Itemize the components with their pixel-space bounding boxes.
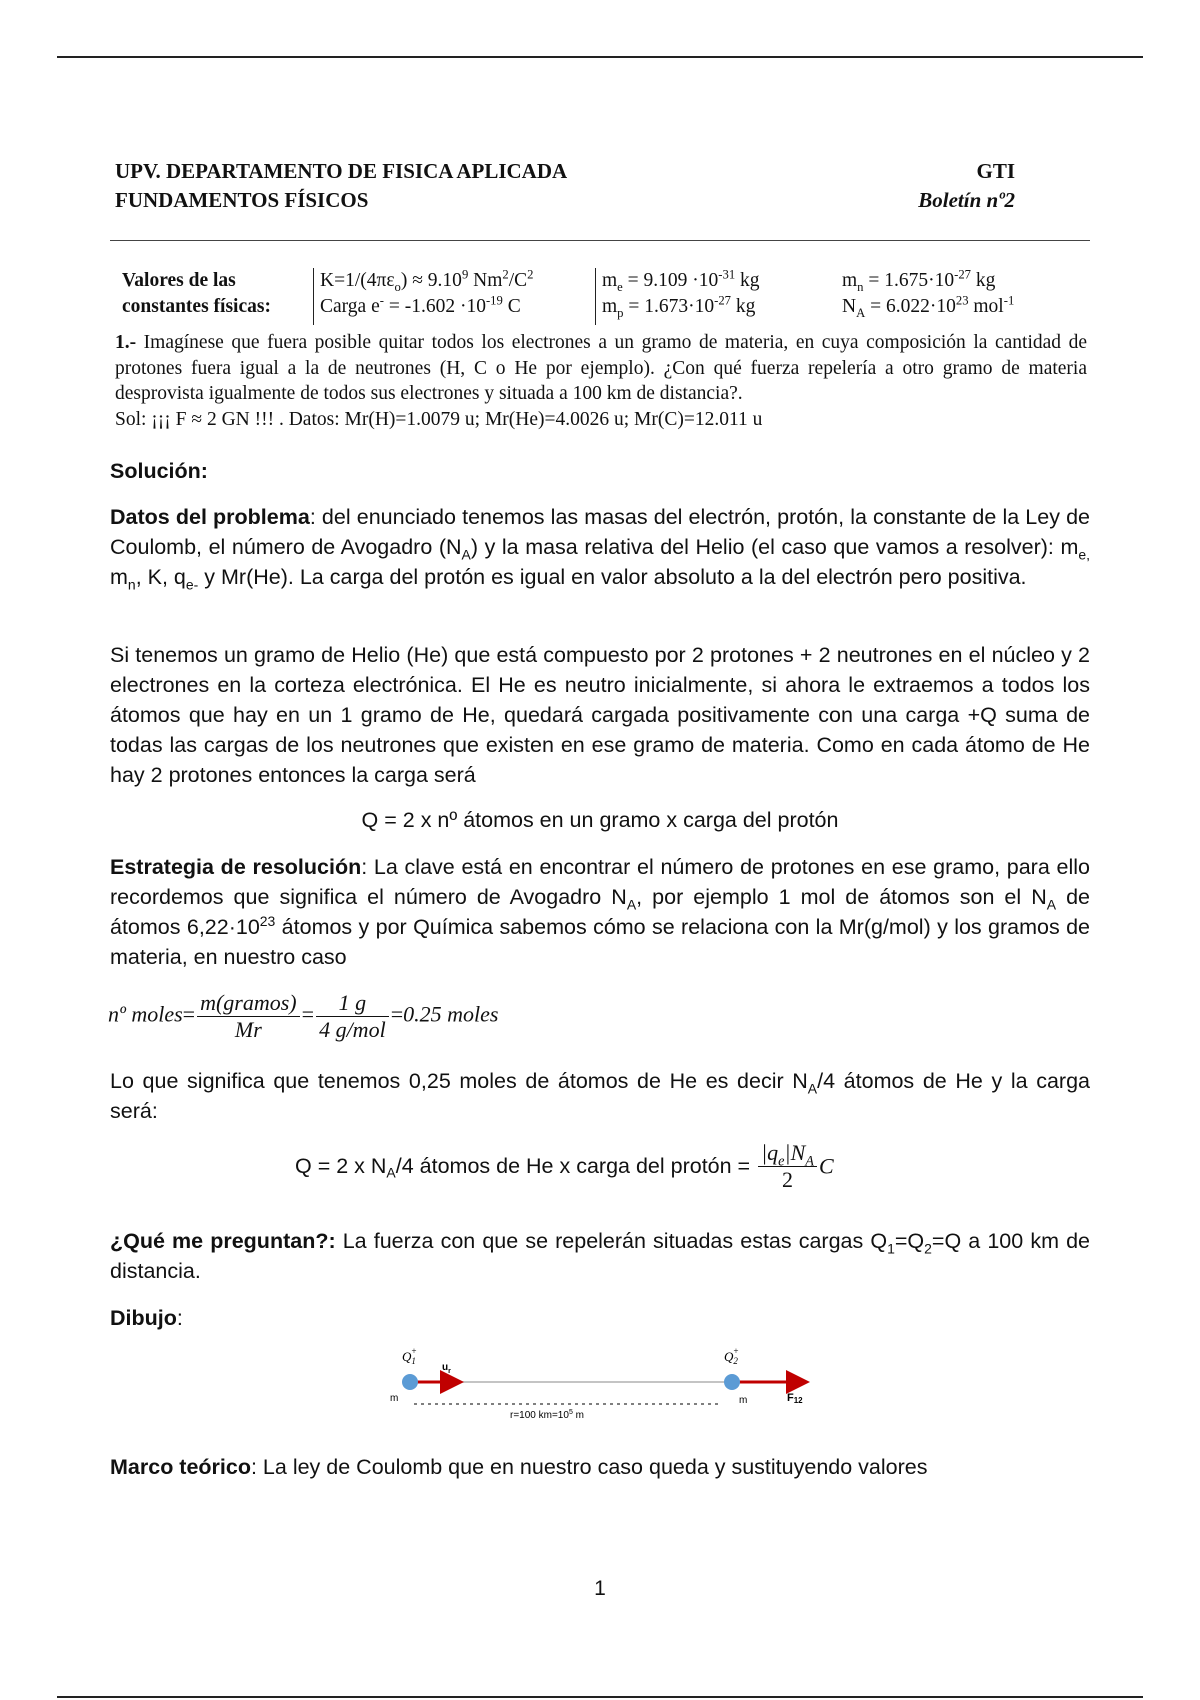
paragraph-moles: Lo que significa que tenemos 0,25 moles de átomos de He es decir $N_A/4$ átomos de He y la carga será: bbox=[110, 1069, 1090, 1123]
label-force: F12 bbox=[787, 1392, 803, 1405]
constants-divider bbox=[595, 268, 596, 325]
pregunta-title: ¿Qué me preguntan?: bbox=[110, 1229, 336, 1253]
charge-q2 bbox=[724, 1374, 740, 1390]
label-m1: m bbox=[390, 1393, 399, 1404]
paragraph-pregunta: ¿Qué me preguntan?: La fuerza con que se repelerán situadas estas cargas $Q_1=Q_2=Q$ a 100 km de distancia. bbox=[110, 1229, 1090, 1283]
marco-title: Marco teórico bbox=[110, 1455, 251, 1479]
label-q1: $Q_1+$ bbox=[402, 1346, 417, 1366]
course-title: FUNDAMENTOS FÍSICOS bbox=[115, 188, 369, 212]
problem-text: Imagínese que fuera posible quitar todos los electrones a un gramo de materia, en cuya composición la cantidad de protones fuera igual a la de neutrones (H, C o He por ejemplo). ¿Con qué fuerza repelería a otro gramo de materia desprovista igualmente de todos sus electrones y situada a 100 km de distancia?. bbox=[115, 332, 1087, 404]
label-distance: r=100 $km=10^5$ m bbox=[510, 1409, 584, 1420]
equation-moles: nº moles= $\frac{\text{m(gramos)}}{Mr}$ = $\frac{1 g}{\text{4 g/mol}}$ =0.25 moles bbox=[108, 990, 499, 1042]
paragraph-helio: Si tenemos un gramo de Helio (He) que está compuesto por 2 protones + 2 neutrones en el núcleo y 2 electrones en la corteza electrónica. El He es neutro inicialmente, si ahora le extraemos a todos los átomos que hay en un 1 gramo de He, quedará cargada positivamente con una carga +Q suma de todas las cargas de los neutrones que existen en ese gramo de materia. Como en cada átomo de He hay 2 protones entonces la carga será bbox=[110, 643, 1090, 787]
department-title: UPV. DEPARTAMENTO DE FISICA APLICADA bbox=[115, 159, 568, 183]
fraction-grams-over-molar-mass: $\frac{1 g}{\text{4 g/mol}}$ bbox=[316, 990, 389, 1043]
label-ur: $u_r$ bbox=[442, 1362, 451, 1375]
top-rule bbox=[57, 56, 1143, 58]
constants-column-3 bbox=[842, 268, 1014, 320]
proton-mass: $m_p = 1.673\cdot 10^{-27}$ kg bbox=[602, 293, 756, 320]
charges-diagram bbox=[380, 1340, 840, 1420]
header-rule bbox=[110, 240, 1090, 241]
dibujo-heading: Dibujo: bbox=[110, 1306, 183, 1330]
paragraph-marco: Marco teórico: La ley de Coulomb que en nuestro caso queda y sustituyendo valores bbox=[110, 1455, 928, 1479]
electron-charge: Carga $e^- = -1.602 \cdot 10^{-19}$ C bbox=[320, 293, 521, 317]
bottom-rule bbox=[57, 1696, 1143, 1698]
paragraph-estrategia: Estrategia de resolución: La clave está en encontrar el número de protones en ese gramo, para ello recordemos que significa el número de Avogadro $N_A$, por ejemplo 1 mol de átomos son el $N_A$ de átomos $6,22\cdot 10^{23}$ átomos y por Química sabemos cómo se relaciona con la Mr(g/mol) y los gramos de materia, en nuestro caso bbox=[110, 855, 1091, 969]
constants-column-1 bbox=[320, 268, 533, 320]
label-m2: m bbox=[739, 1395, 748, 1406]
paragraph-datos: Datos del problema: del enunciado tenemos las masas del electrón, protón, la constante de la Ley de Coulomb, el número de Avogadro $(N_A)$ y la masa relativa del Helio (el caso que vamos a resolver): $m_{e,}$ $m_n$, K, $q_{e-}$ y Mr(He). La carga del protón es igual en valor absoluto a la del electrón pero positiva. bbox=[110, 505, 1091, 593]
charge-q1 bbox=[402, 1374, 418, 1390]
fraction-mass-over-mr: $\frac{\text{m(gramos)}}{Mr}$ bbox=[197, 990, 300, 1043]
problem-solution: Sol: ¡¡¡ F ≈ 2 GN !!! . Datos: Mr(H)=1.0079 u; Mr(He)=4.0026 u; Mr(C)=12.011 u bbox=[115, 408, 763, 430]
degree-label: GTI bbox=[976, 159, 1015, 183]
bulletin-label: Boletín nº2 bbox=[918, 188, 1015, 212]
electron-mass: $m_e = 9.109 \cdot 10^{-31}$ kg bbox=[602, 267, 760, 294]
estrategia-title: Estrategia de resolución bbox=[110, 855, 362, 879]
neutron-mass: $m_n = 1.675\cdot 10^{-27}$ kg bbox=[842, 267, 996, 294]
solution-heading: Solución: bbox=[110, 459, 208, 483]
equation-charge-2: Q = 2 x $N_A/4$ átomos de He x carga del protón = $\frac{|q_e|N_A}{2}$ C bbox=[295, 1140, 834, 1192]
page-number: 1 bbox=[594, 1577, 606, 1600]
constants-column-2 bbox=[602, 268, 760, 320]
equation-charge-1: Q = 2 x nº átomos en un gramo x carga del protón bbox=[361, 808, 839, 832]
avogadro-number: $N_A = 6.022\cdot 10^{23}$ mol$^{-1}$ bbox=[842, 293, 1015, 320]
problem-statement bbox=[115, 330, 1087, 432]
problem-number: 1.- bbox=[115, 332, 137, 353]
label-q2: $Q_2+$ bbox=[724, 1346, 739, 1366]
constants-divider bbox=[313, 268, 314, 325]
coulomb-constant: $K=1/(4\pi\varepsilon_o) \approx 9.10^9$ $Nm^2/C^2$ bbox=[320, 267, 534, 294]
fraction-charge: $\frac{|q_e|N_A}{2}$ bbox=[758, 1140, 817, 1193]
constants-label: Valores de las constantes físicas: bbox=[122, 270, 271, 317]
datos-title: Datos del problema bbox=[110, 505, 310, 529]
